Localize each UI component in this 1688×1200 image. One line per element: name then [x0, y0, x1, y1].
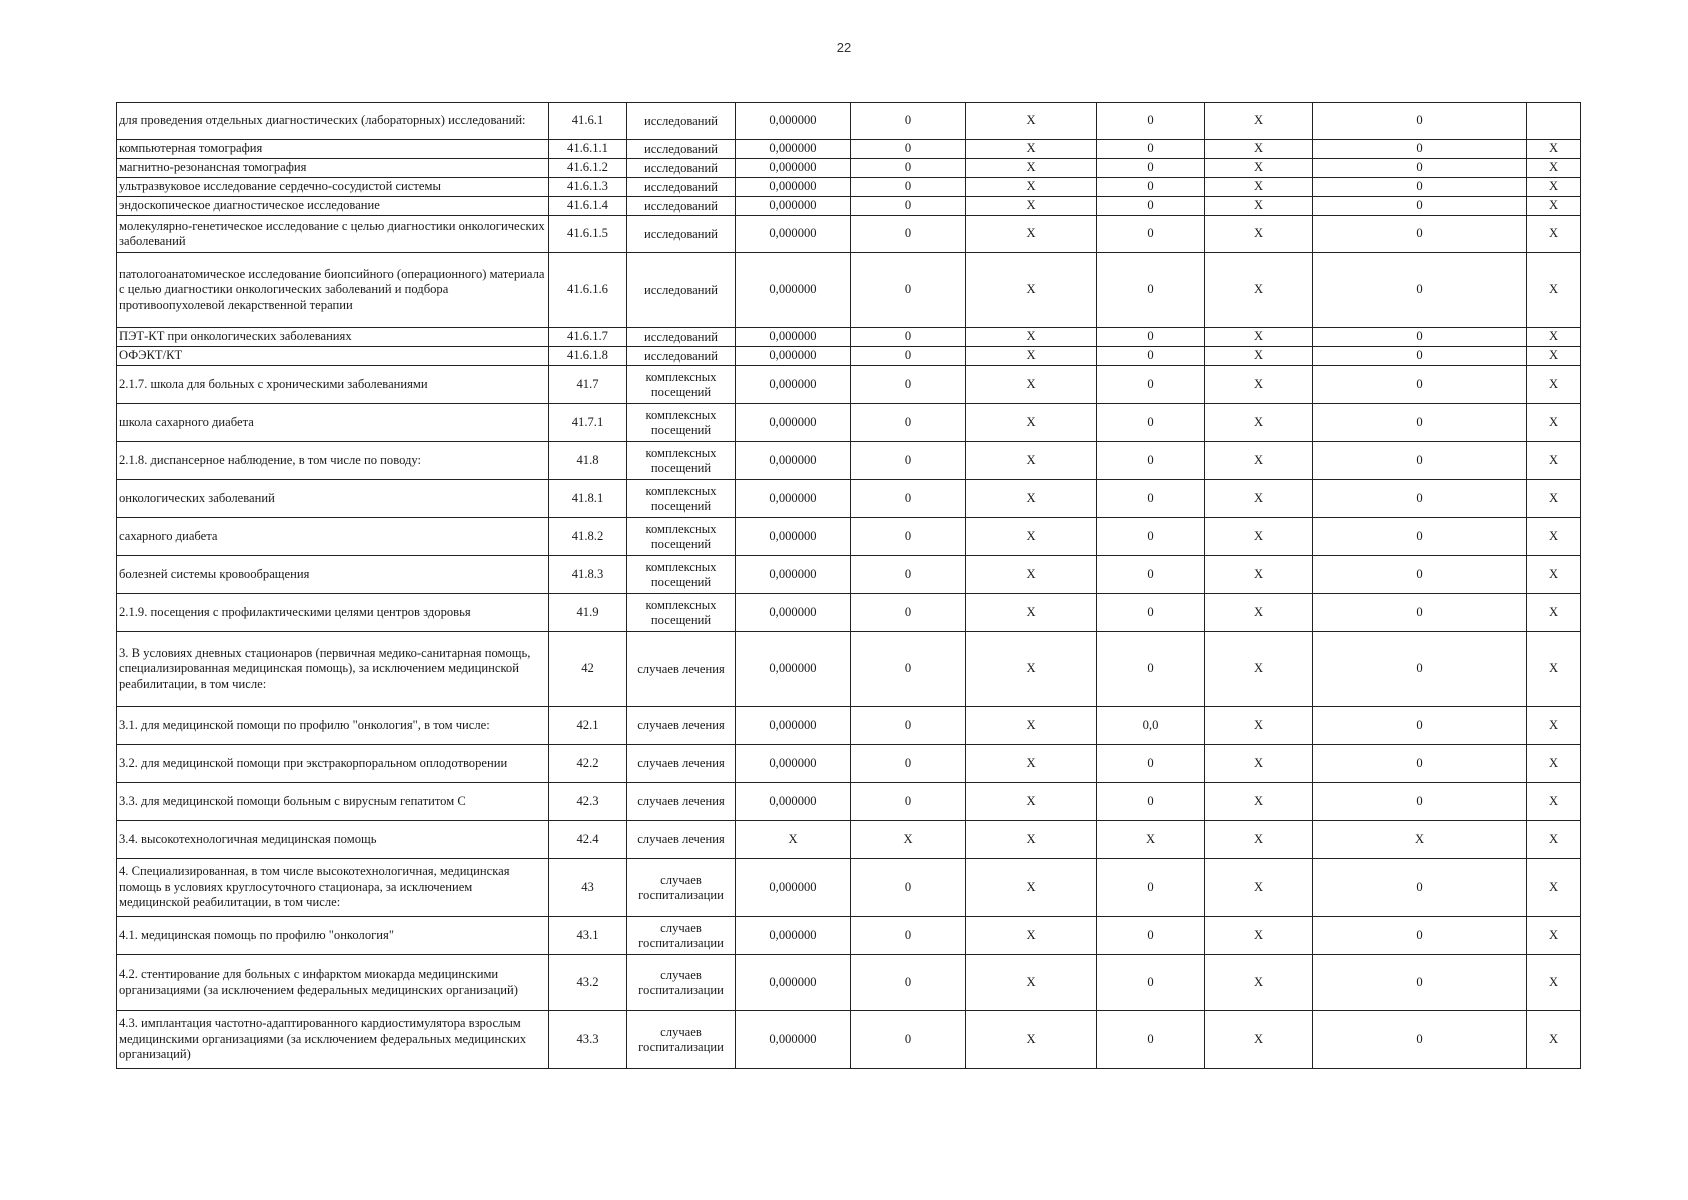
- cell-c3: X: [966, 159, 1097, 178]
- cell-name: сахарного диабета: [117, 518, 549, 556]
- cell-c7: X: [1527, 783, 1581, 821]
- cell-c6: 0: [1313, 197, 1527, 216]
- cell-c1: 0,000000: [736, 442, 851, 480]
- cell-c4: 0: [1097, 103, 1205, 140]
- cell-code: 41.6.1.5: [549, 216, 627, 253]
- cell-c3: X: [966, 197, 1097, 216]
- cell-code: 41.8.2: [549, 518, 627, 556]
- cell-c1: 0,000000: [736, 917, 851, 955]
- cell-c3: X: [966, 347, 1097, 366]
- cell-c1: 0,000000: [736, 632, 851, 707]
- cell-c5: X: [1205, 178, 1313, 197]
- cell-unit: случаев лечения: [627, 783, 736, 821]
- cell-c4: 0: [1097, 1011, 1205, 1069]
- cell-name: 3.2. для медицинской помощи при экстракорпоральном оплодотворении: [117, 745, 549, 783]
- cell-name: онкологических заболеваний: [117, 480, 549, 518]
- cell-c1: 0,000000: [736, 518, 851, 556]
- cell-c7: [1527, 103, 1581, 140]
- cell-unit: комплексных посещений: [627, 556, 736, 594]
- cell-name: 3.3. для медицинской помощи больным с вирусным гепатитом С: [117, 783, 549, 821]
- cell-c6: 0: [1313, 518, 1527, 556]
- cell-c2: 0: [851, 518, 966, 556]
- cell-name: 3.4. высокотехнологичная медицинская помощь: [117, 821, 549, 859]
- cell-name: для проведения отдельных диагностических (лабораторных) исследований:: [117, 103, 549, 140]
- cell-c1: 0,000000: [736, 103, 851, 140]
- cell-c1: 0,000000: [736, 404, 851, 442]
- cell-c2: 0: [851, 745, 966, 783]
- cell-code: 41.6.1.4: [549, 197, 627, 216]
- cell-c4: 0: [1097, 140, 1205, 159]
- cell-name: магнитно-резонансная томография: [117, 159, 549, 178]
- cell-c4: 0: [1097, 216, 1205, 253]
- cell-code: 42.4: [549, 821, 627, 859]
- cell-unit: случаев госпитализации: [627, 859, 736, 917]
- cell-c7: X: [1527, 197, 1581, 216]
- table-row: [117, 556, 1581, 594]
- cell-c4: 0: [1097, 518, 1205, 556]
- table-row: [117, 917, 1581, 955]
- cell-c6: 0: [1313, 955, 1527, 1011]
- cell-c5: X: [1205, 745, 1313, 783]
- cell-c4: 0,0: [1097, 707, 1205, 745]
- cell-name: болезней системы кровообращения: [117, 556, 549, 594]
- cell-c3: X: [966, 745, 1097, 783]
- cell-c3: X: [966, 442, 1097, 480]
- cell-c1: 0,000000: [736, 594, 851, 632]
- cell-name: школа сахарного диабета: [117, 404, 549, 442]
- cell-c6: 0: [1313, 347, 1527, 366]
- cell-c7: X: [1527, 1011, 1581, 1069]
- cell-name: компьютерная томография: [117, 140, 549, 159]
- cell-c7: X: [1527, 859, 1581, 917]
- table-row: [117, 347, 1581, 366]
- cell-c1: 0,000000: [736, 328, 851, 347]
- cell-c6: 0: [1313, 442, 1527, 480]
- table-body: [117, 103, 1581, 1069]
- cell-c7: X: [1527, 347, 1581, 366]
- cell-name: 2.1.9. посещения с профилактическими целями центров здоровья: [117, 594, 549, 632]
- cell-c7: X: [1527, 955, 1581, 1011]
- cell-c2: 0: [851, 253, 966, 328]
- cell-code: 41.6.1.3: [549, 178, 627, 197]
- cell-c5: X: [1205, 442, 1313, 480]
- cell-c6: 0: [1313, 594, 1527, 632]
- cell-name: 2.1.8. диспансерное наблюдение, в том числе по поводу:: [117, 442, 549, 480]
- cell-unit: случаев госпитализации: [627, 917, 736, 955]
- cell-c2: 0: [851, 366, 966, 404]
- cell-unit: исследований: [627, 159, 736, 178]
- cell-name: молекулярно-генетическое исследование с целью диагностики онкологических заболеваний: [117, 216, 549, 253]
- cell-code: 42: [549, 632, 627, 707]
- cell-name: 4. Специализированная, в том числе высокотехнологичная, медицинская помощь в условиях круглосуточного стационара, за исключением медицинской реабилитации, в том числе:: [117, 859, 549, 917]
- cell-name: ОФЭКТ/КТ: [117, 347, 549, 366]
- cell-c5: X: [1205, 594, 1313, 632]
- cell-c5: X: [1205, 404, 1313, 442]
- cell-name: 4.1. медицинская помощь по профилю "онкология": [117, 917, 549, 955]
- cell-unit: комплексных посещений: [627, 594, 736, 632]
- cell-unit: исследований: [627, 216, 736, 253]
- cell-c7: X: [1527, 594, 1581, 632]
- cell-c5: X: [1205, 917, 1313, 955]
- cell-name: 2.1.7. школа для больных с хроническими заболеваниями: [117, 366, 549, 404]
- cell-c3: X: [966, 632, 1097, 707]
- cell-code: 41.9: [549, 594, 627, 632]
- cell-unit: случаев госпитализации: [627, 955, 736, 1011]
- cell-c6: 0: [1313, 216, 1527, 253]
- cell-c6: 0: [1313, 632, 1527, 707]
- cell-unit: исследований: [627, 347, 736, 366]
- table-row: [117, 783, 1581, 821]
- cell-code: 41.6.1.1: [549, 140, 627, 159]
- table-row: [117, 480, 1581, 518]
- cell-code: 41.8.3: [549, 556, 627, 594]
- cell-c6: 0: [1313, 859, 1527, 917]
- cell-c4: 0: [1097, 253, 1205, 328]
- cell-unit: комплексных посещений: [627, 404, 736, 442]
- cell-c2: 0: [851, 442, 966, 480]
- cell-c3: X: [966, 955, 1097, 1011]
- cell-code: 41.8: [549, 442, 627, 480]
- cell-c3: X: [966, 103, 1097, 140]
- cell-c1: 0,000000: [736, 556, 851, 594]
- cell-c1: 0,000000: [736, 347, 851, 366]
- cell-unit: случаев лечения: [627, 632, 736, 707]
- table-row: [117, 216, 1581, 253]
- cell-c5: X: [1205, 480, 1313, 518]
- cell-c3: X: [966, 917, 1097, 955]
- cell-unit: исследований: [627, 178, 736, 197]
- cell-c5: X: [1205, 103, 1313, 140]
- cell-name: 3. В условиях дневных стационаров (первичная медико-санитарная помощь, специализированная медицинская помощь), за исключением медицинской реабилитации, в том числе:: [117, 632, 549, 707]
- cell-c2: 0: [851, 859, 966, 917]
- cell-c1: 0,000000: [736, 783, 851, 821]
- cell-c2: 0: [851, 140, 966, 159]
- cell-c4: 0: [1097, 859, 1205, 917]
- cell-c2: 0: [851, 917, 966, 955]
- cell-c6: 0: [1313, 917, 1527, 955]
- cell-c3: X: [966, 556, 1097, 594]
- cell-c5: X: [1205, 707, 1313, 745]
- cell-c2: 0: [851, 632, 966, 707]
- cell-code: 41.6.1.2: [549, 159, 627, 178]
- cell-unit: исследований: [627, 140, 736, 159]
- cell-code: 41.7: [549, 366, 627, 404]
- table-row: [117, 594, 1581, 632]
- cell-c5: X: [1205, 197, 1313, 216]
- cell-c6: 0: [1313, 783, 1527, 821]
- cell-unit: исследований: [627, 253, 736, 328]
- cell-code: 42.2: [549, 745, 627, 783]
- cell-name: 4.3. имплантация частотно-адаптированного кардиостимулятора взрослым медицинскими организациями (за исключением федеральных медицинских организаций): [117, 1011, 549, 1069]
- cell-name: ПЭТ-КТ при онкологических заболеваниях: [117, 328, 549, 347]
- table-row: [117, 404, 1581, 442]
- cell-c2: 0: [851, 216, 966, 253]
- cell-code: 43.3: [549, 1011, 627, 1069]
- cell-c5: X: [1205, 821, 1313, 859]
- cell-c3: X: [966, 178, 1097, 197]
- cell-c3: X: [966, 783, 1097, 821]
- cell-c6: 0: [1313, 328, 1527, 347]
- cell-c1: 0,000000: [736, 745, 851, 783]
- cell-c3: X: [966, 328, 1097, 347]
- cell-c4: 0: [1097, 917, 1205, 955]
- cell-c1: 0,000000: [736, 216, 851, 253]
- cell-c5: X: [1205, 632, 1313, 707]
- cell-c3: X: [966, 140, 1097, 159]
- cell-c6: X: [1313, 821, 1527, 859]
- cell-c3: X: [966, 216, 1097, 253]
- cell-c7: X: [1527, 328, 1581, 347]
- cell-c6: 0: [1313, 159, 1527, 178]
- cell-name: патологоанатомическое исследование биопсийного (операционного) материала с целью диагностики онкологических заболеваний и подбора противоопухолевой лекарственной терапии: [117, 253, 549, 328]
- cell-c7: X: [1527, 159, 1581, 178]
- cell-c4: 0: [1097, 632, 1205, 707]
- cell-c1: 0,000000: [736, 140, 851, 159]
- cell-code: 42.1: [549, 707, 627, 745]
- cell-c4: 0: [1097, 197, 1205, 216]
- table-row: [117, 745, 1581, 783]
- cell-c4: 0: [1097, 955, 1205, 1011]
- cell-c7: X: [1527, 404, 1581, 442]
- cell-c2: 0: [851, 404, 966, 442]
- cell-c4: 0: [1097, 347, 1205, 366]
- cell-name: ультразвуковое исследование сердечно-сосудистой системы: [117, 178, 549, 197]
- cell-c4: 0: [1097, 159, 1205, 178]
- cell-c7: X: [1527, 442, 1581, 480]
- cell-c1: 0,000000: [736, 480, 851, 518]
- cell-c2: 0: [851, 955, 966, 1011]
- cell-code: 43.2: [549, 955, 627, 1011]
- cell-c3: X: [966, 404, 1097, 442]
- cell-c2: 0: [851, 103, 966, 140]
- cell-c3: X: [966, 821, 1097, 859]
- cell-c6: 0: [1313, 404, 1527, 442]
- cell-c2: 0: [851, 328, 966, 347]
- cell-unit: исследований: [627, 197, 736, 216]
- table-row: [117, 103, 1581, 140]
- cell-c2: 0: [851, 178, 966, 197]
- cell-c5: X: [1205, 366, 1313, 404]
- cell-c6: 0: [1313, 480, 1527, 518]
- cell-c7: X: [1527, 745, 1581, 783]
- cell-c4: 0: [1097, 404, 1205, 442]
- cell-c7: X: [1527, 556, 1581, 594]
- cell-c2: 0: [851, 197, 966, 216]
- cell-c5: X: [1205, 783, 1313, 821]
- cell-code: 42.3: [549, 783, 627, 821]
- cell-c7: X: [1527, 632, 1581, 707]
- cell-unit: исследований: [627, 328, 736, 347]
- cell-c4: 0: [1097, 480, 1205, 518]
- cell-c1: X: [736, 821, 851, 859]
- cell-c1: 0,000000: [736, 366, 851, 404]
- cell-c1: 0,000000: [736, 1011, 851, 1069]
- cell-unit: случаев лечения: [627, 745, 736, 783]
- table-row: [117, 1011, 1581, 1069]
- cell-c6: 0: [1313, 745, 1527, 783]
- cell-c6: 0: [1313, 366, 1527, 404]
- cell-c6: 0: [1313, 707, 1527, 745]
- cell-c2: 0: [851, 783, 966, 821]
- cell-c1: 0,000000: [736, 707, 851, 745]
- cell-c4: 0: [1097, 442, 1205, 480]
- cell-c5: X: [1205, 216, 1313, 253]
- cell-code: 41.6.1: [549, 103, 627, 140]
- cell-c5: X: [1205, 347, 1313, 366]
- cell-c7: X: [1527, 480, 1581, 518]
- cell-c7: X: [1527, 707, 1581, 745]
- cell-c7: X: [1527, 140, 1581, 159]
- cell-unit: комплексных посещений: [627, 518, 736, 556]
- cell-unit: комплексных посещений: [627, 366, 736, 404]
- cell-c6: 0: [1313, 140, 1527, 159]
- table-row: [117, 821, 1581, 859]
- table-row: [117, 178, 1581, 197]
- cell-c5: X: [1205, 556, 1313, 594]
- cell-name: эндоскопическое диагностическое исследование: [117, 197, 549, 216]
- cell-c3: X: [966, 253, 1097, 328]
- cell-c4: X: [1097, 821, 1205, 859]
- cell-c4: 0: [1097, 556, 1205, 594]
- cell-c3: X: [966, 859, 1097, 917]
- table-row: [117, 955, 1581, 1011]
- cell-unit: случаев лечения: [627, 707, 736, 745]
- cell-code: 43.1: [549, 917, 627, 955]
- cell-c5: X: [1205, 159, 1313, 178]
- cell-c2: 0: [851, 1011, 966, 1069]
- cell-c1: 0,000000: [736, 253, 851, 328]
- cell-c5: X: [1205, 140, 1313, 159]
- cell-c2: 0: [851, 347, 966, 366]
- cell-c5: X: [1205, 955, 1313, 1011]
- cell-c3: X: [966, 480, 1097, 518]
- cell-c4: 0: [1097, 783, 1205, 821]
- cell-c2: 0: [851, 594, 966, 632]
- cell-code: 43: [549, 859, 627, 917]
- cell-c5: X: [1205, 328, 1313, 347]
- cell-c1: 0,000000: [736, 197, 851, 216]
- cell-c6: 0: [1313, 253, 1527, 328]
- cell-c2: X: [851, 821, 966, 859]
- cell-c7: X: [1527, 917, 1581, 955]
- cell-c3: X: [966, 594, 1097, 632]
- cell-c7: X: [1527, 253, 1581, 328]
- cell-c7: X: [1527, 366, 1581, 404]
- cell-c1: 0,000000: [736, 955, 851, 1011]
- cell-c7: X: [1527, 178, 1581, 197]
- cell-unit: комплексных посещений: [627, 480, 736, 518]
- cell-unit: исследований: [627, 103, 736, 140]
- cell-c6: 0: [1313, 556, 1527, 594]
- cell-unit: случаев госпитализации: [627, 1011, 736, 1069]
- cell-c4: 0: [1097, 328, 1205, 347]
- cell-code: 41.6.1.8: [549, 347, 627, 366]
- cell-c6: 0: [1313, 178, 1527, 197]
- cell-name: 4.2. стентирование для больных с инфарктом миокарда медицинскими организациями (за исключением федеральных медицинских организаций): [117, 955, 549, 1011]
- table-row: [117, 632, 1581, 707]
- cell-c7: X: [1527, 518, 1581, 556]
- cell-c3: X: [966, 518, 1097, 556]
- cell-c2: 0: [851, 480, 966, 518]
- cell-c7: X: [1527, 821, 1581, 859]
- cell-c1: 0,000000: [736, 159, 851, 178]
- cell-code: 41.6.1.6: [549, 253, 627, 328]
- cell-c2: 0: [851, 159, 966, 178]
- cell-name: 3.1. для медицинской помощи по профилю "онкология", в том числе:: [117, 707, 549, 745]
- cell-c6: 0: [1313, 103, 1527, 140]
- cell-c1: 0,000000: [736, 859, 851, 917]
- cell-c5: X: [1205, 518, 1313, 556]
- cell-c4: 0: [1097, 594, 1205, 632]
- cell-c6: 0: [1313, 1011, 1527, 1069]
- cell-unit: комплексных посещений: [627, 442, 736, 480]
- cell-c1: 0,000000: [736, 178, 851, 197]
- cell-code: 41.6.1.7: [549, 328, 627, 347]
- cell-c3: X: [966, 707, 1097, 745]
- cell-c4: 0: [1097, 178, 1205, 197]
- table-row: [117, 328, 1581, 347]
- cell-c5: X: [1205, 1011, 1313, 1069]
- table-row: [117, 366, 1581, 404]
- cell-unit: случаев лечения: [627, 821, 736, 859]
- cell-c7: X: [1527, 216, 1581, 253]
- table-row: [117, 859, 1581, 917]
- table-row: [117, 159, 1581, 178]
- cell-c4: 0: [1097, 366, 1205, 404]
- cell-c2: 0: [851, 556, 966, 594]
- cell-c3: X: [966, 366, 1097, 404]
- table-row: [117, 197, 1581, 216]
- table-row: [117, 140, 1581, 159]
- table-row: [117, 518, 1581, 556]
- table-row: [117, 442, 1581, 480]
- cell-c5: X: [1205, 253, 1313, 328]
- page-number: 22: [836, 40, 852, 55]
- cell-c5: X: [1205, 859, 1313, 917]
- data-table: [116, 102, 1581, 1069]
- cell-code: 41.7.1: [549, 404, 627, 442]
- cell-code: 41.8.1: [549, 480, 627, 518]
- cell-c4: 0: [1097, 745, 1205, 783]
- cell-c2: 0: [851, 707, 966, 745]
- table-row: [117, 253, 1581, 328]
- cell-c3: X: [966, 1011, 1097, 1069]
- table-row: [117, 707, 1581, 745]
